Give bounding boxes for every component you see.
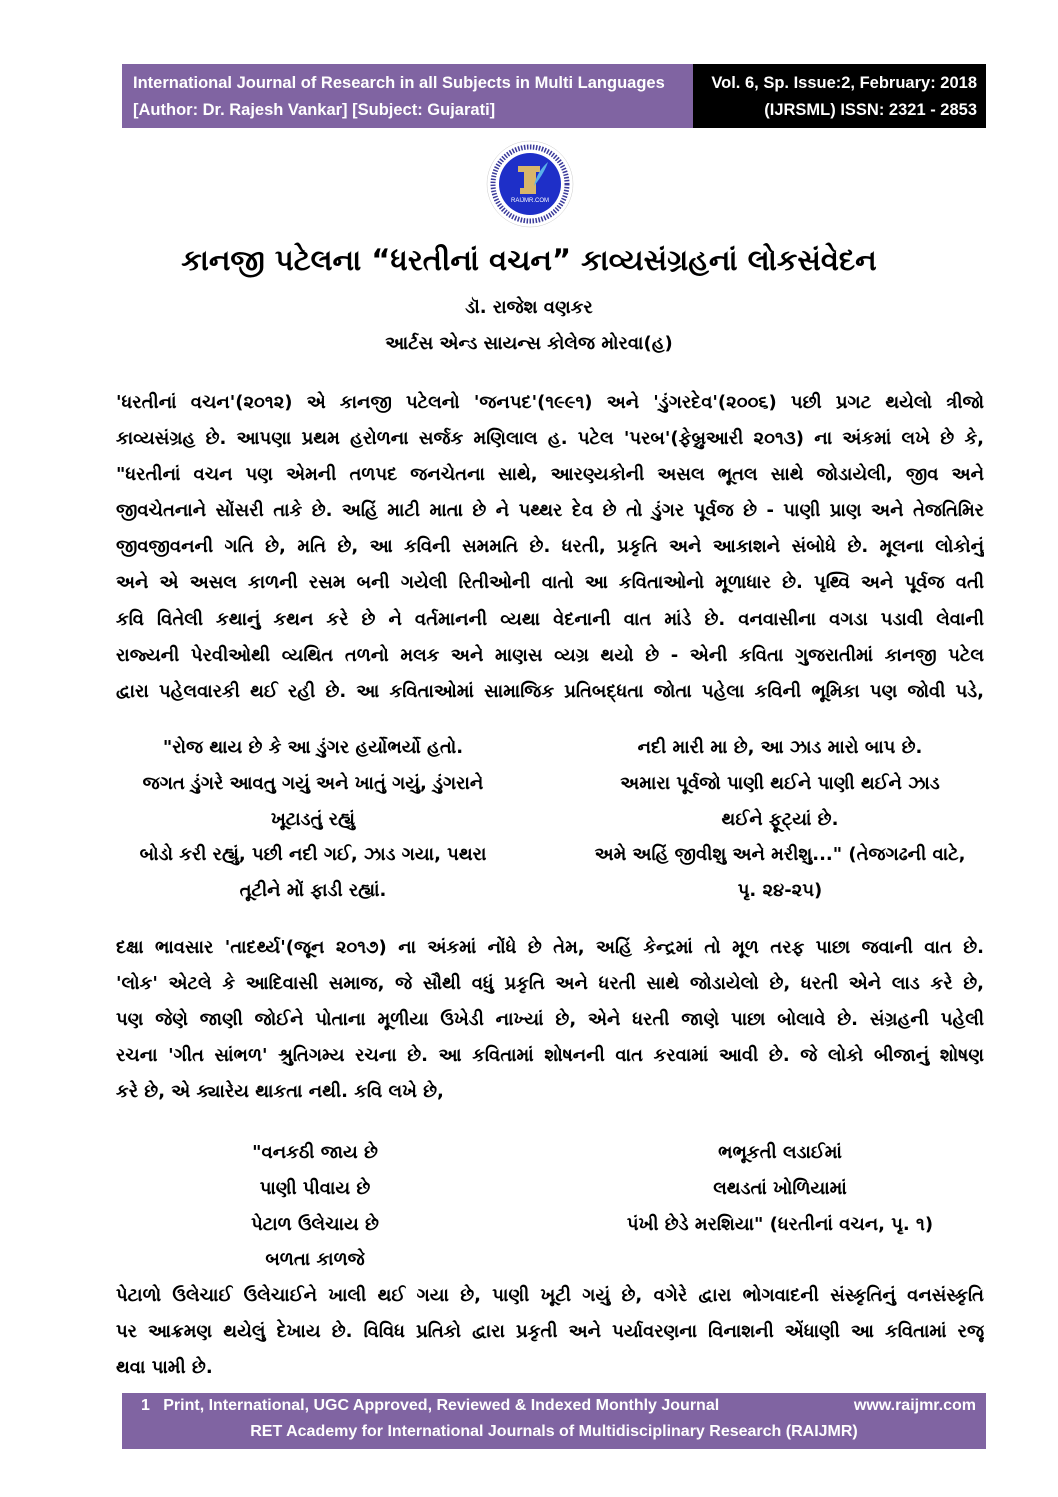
website-link[interactable]: www.raijmr.com	[853, 1397, 976, 1414]
footer-line-1	[141, 1397, 719, 1415]
issue-header	[693, 64, 986, 128]
poem-line: ખૂટાડતું રહ્યું	[270, 808, 355, 830]
author-subject: [Author: Dr. Rajesh Vankar] [Subject: Gujarati]	[133, 101, 496, 119]
poem-line: "રોજ થાય છે કે આ ડુંગર હર્યોભર્યો હતો.	[162, 737, 464, 758]
poem-1-left	[116, 730, 510, 909]
text-line: રચના 'ગીત સાંભળ' શ્રુતિગમ્ય રચના છે. આ કવિતામાં શોષનની વાત કરવામાં આવી છે. જે લોકો બીજાનું શોષણ	[116, 1045, 984, 1067]
raijmr-logo	[486, 140, 574, 228]
author-affiliation: આર્ટસ એન્ડ સાયન્સ કોલેજ મોરવા(હ)	[385, 333, 673, 354]
text-line: દ્વારા પહેલવારકી થઈ રહી છે. આ કવિતાઓમાં સામાજિક પ્રતિબદ્ધતા જોતા પહેલા કવિની ભૂમિકા પણ જોવી પડે,	[116, 680, 984, 702]
text-line: 'લોક' એટલે કે આદિવાસી સમાજ, જે સૌથી વધું પ્રકૃતિ અને ધરતી સાથે જોડાયેલો છે, ધરતી એને લાડ કરે છે,	[116, 973, 984, 995]
poem-line: અમે અહિં જીવીશુ અને મરીશુ..." (તેજગઢની વાટે,	[594, 844, 966, 866]
text-line: પેટાળો ઉલેચાઈ ઉલેચાઈને ખાલી થઈ ગયા છે, પાણી ખૂટી ગયું છે, વગેરે દ્વારા ભોગવાદની સંસ્કૃતિનું વનસંસ્કૃતિ	[116, 1285, 984, 1306]
poem-line: પેટાળ ઉલેચાય છે	[251, 1213, 379, 1235]
poem-line: તૂટીને મોં ફાડી રહ્યાં.	[239, 880, 387, 902]
text-line: કાવ્યસંગ્રહ છે. આપણા પ્રથમ હરોળના સર્જક મણિલાલ હ. પટેલ 'પરબ'(ફેબ્રુઆરી ૨૦૧૩) ના અંકમાં લખે છે કે,	[116, 428, 984, 450]
journal-header	[122, 64, 693, 128]
text-line: રાજ્યની પેરવીઓથી વ્યથિત તળનો મલક અને માણસ વ્યગ્ર થયો છે - એની કવિતા ગુજરાતીમાં કાનજી પટેલ	[116, 644, 984, 666]
paragraph-1	[116, 385, 984, 710]
text-line: પણ જેણે જાણી જોઈને પોતાના મૂળીયા ઉખેડી નાખ્યાં છે, એને ધરતી જાણે પાછા બોલાવે છે. સંગ્રહની પહેલી	[116, 1009, 984, 1031]
poem-line: પાણી પીવાય છે	[259, 1177, 371, 1199]
poem-line: બોડો કરી રહ્યું, પછી નદી ગઈ, ઝાડ ગયા, પથરા	[139, 844, 487, 866]
paragraph-3	[116, 1278, 984, 1386]
page-number: 1	[141, 1397, 150, 1414]
article-title: કાનજી પટેલના “ધરતીનાં વચન” કાવ્યસંગ્રહનાં લોકસંવેદન	[181, 243, 877, 277]
text-line: જીવચેતનાને સોંસરી તાકે છે. અહિં માટી માતા છે ને પથ્થર દેવ છે તો ડુંગર પૂર્વજ છે - પાણી પ્રાણ અને તેજતિમિર	[116, 500, 984, 522]
page-footer	[122, 1393, 986, 1449]
poem-line: નદી મારી મા છે, આ ઝાડ મારો બાપ છે.	[637, 737, 923, 758]
poem-line: "વનકઠી જાય છે	[252, 1142, 378, 1163]
svg-text:RAIJMR.COM: RAIJMR.COM	[511, 198, 549, 204]
poem-1-right	[570, 730, 990, 909]
text-line: "ધરતીનાં વચન પણ એમની તળપદ જનચેતના સાથે, આરણ્યકોની અસલ ભૂતલ સાથે જોડાયેલી, જીવ અને	[116, 464, 984, 486]
publisher-name: RET Academy for International Journals of Multidisciplinary Research (RAIJMR)	[250, 1423, 858, 1440]
text-line: કરે છે, એ ક્યારેય થાકતા નથી. કવિ લખે છે,	[116, 1081, 444, 1103]
journal-name: International Journal of Research in all Subjects in Multi Languages	[133, 74, 665, 92]
poem-line: જગત ડુંગરે આવતુ ગયું અને ખાતું ગયું, ડુંગરાને	[142, 772, 484, 794]
article-author: ડૉ. રાજેશ વણકર	[465, 297, 593, 318]
text-line: અને એ અસલ કાળની રસમ બની ગયેલી રિતીઓની વાતો આ કવિતાઓનો મૂળાધાર છે. પૃથ્વિ અને પૂર્વજ વતી	[116, 572, 984, 594]
paragraph-2	[116, 930, 984, 1110]
volume-info: Vol. 6, Sp. Issue:2, February: 2018	[711, 74, 977, 92]
poem-2-right	[580, 1135, 980, 1242]
journal-description: Print, International, UGC Approved, Reviewed & Indexed Monthly Journal	[163, 1397, 720, 1414]
poem-line: અમારા પૂર્વજો પાણી થઈને પાણી થઈને ઝાડ	[620, 772, 940, 794]
text-line: પર આક્રમણ થયેલું દેખાય છે. વિવિધ પ્રતિકો દ્વારા પ્રકૃતી અને પર્યાવરણના વિનાશની એંધાણી આ કવિતામાં રજૂ	[116, 1321, 984, 1343]
text-line: જીવજીવનની ગતિ છે, મતિ છે, આ કવિની સમમતિ છે. ધરતી, પ્રકૃતિ અને આકાશને સંબોધે છે. મૂલના લોકોનું	[116, 536, 984, 558]
poem-2-left	[215, 1135, 415, 1278]
poem-line: બળતા કાળજે	[265, 1249, 365, 1271]
poem-line: પંખી છેડે મરશિયા" (ધરતીનાં વચન, પૃ. ૧)	[626, 1213, 934, 1235]
text-line: કવિ વિતેલી કથાનું કથન કરે છે ને વર્તમાનની વ્યથા વેદનાની વાત માંડે છે. વનવાસીના વગડા પડાવી લેવાની	[116, 608, 984, 630]
text-line: 'ધરતીનાં વચન'(૨૦૧૨) એ કાનજી પટેલનો 'જનપદ'(૧૯૯૧) અને 'ડુંગરદેવ'(૨૦૦૬) પછી પ્રગટ થયેલો ત્રીજો	[116, 392, 984, 413]
poem-line: પૃ. ૨૪-૨૫)	[737, 880, 823, 902]
issn-info: (IJRSML) ISSN: 2321 - 2853	[764, 101, 977, 119]
text-line: થવા પામી છે.	[116, 1357, 213, 1379]
poem-line: ભભૂકતી લડાઈમાં	[718, 1142, 842, 1163]
text-line: દક્ષા ભાવસાર 'તાદર્થ્ય'(જૂન ૨૦૧૭) ના અંકમાં નોંધે છે તેમ, અહિં કેન્દ્રમાં તો મૂળ તરફ પાછા જવાની વાત છે.	[116, 937, 984, 958]
poem-line: લથડતાં ખોળિયામાં	[713, 1177, 847, 1199]
poem-line: થઈને ફૂટ્યાં છે.	[721, 808, 839, 830]
